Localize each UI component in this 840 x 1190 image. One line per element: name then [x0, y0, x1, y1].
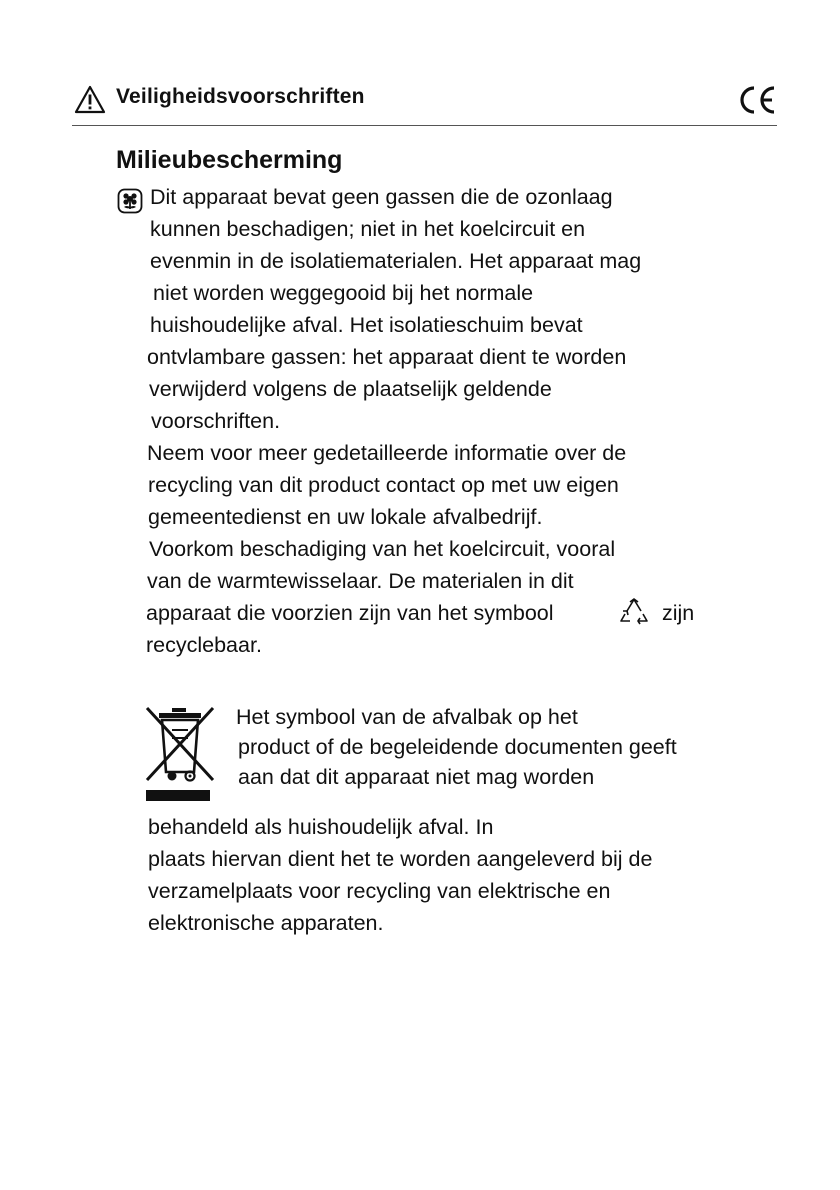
- paragraph-line: niet worden weggegooid bij het normale: [153, 281, 534, 305]
- paragraph-line: ontvlambare gassen: het apparaat dient te worden: [147, 345, 627, 369]
- paragraph-line: apparaat die voorzien zijn van het symbool: [146, 601, 554, 625]
- paragraph-line: gemeentedienst en uw lokale afvalbedrijf.: [148, 505, 543, 529]
- weee-text-line: product of de begeleidende documenten geeft: [238, 735, 677, 759]
- paragraph-line: voorschriften.: [151, 409, 281, 433]
- page-header-title: Veiligheidsvoorschriften: [116, 85, 365, 108]
- weee-text-line: elektronische apparaten.: [148, 911, 384, 935]
- weee-text-line: behandeld als huishoudelijk afval. In: [148, 815, 494, 839]
- weee-text-line: Het symbool van de afvalbak op het: [236, 705, 578, 729]
- ce-mark-icon: [738, 84, 778, 116]
- paragraph-line: kunnen beschadigen; niet in het koelcircuit en: [150, 217, 586, 241]
- paragraph-line: van de warmtewisselaar. De materialen in dit: [147, 569, 574, 593]
- paragraph-line: verwijderd volgens de plaatselijk geldende: [149, 377, 552, 401]
- paragraph-line: Dit apparaat bevat geen gassen die de ozonlaag: [150, 185, 613, 209]
- weee-text-line: aan dat dit apparaat niet mag worden: [238, 765, 595, 789]
- paragraph-line: zijn: [662, 601, 695, 625]
- weee-text-line: plaats hiervan dient het te worden aangeleverd bij de: [148, 847, 653, 871]
- section-title: Milieubescherming: [116, 146, 343, 174]
- header-divider: [72, 125, 777, 126]
- paragraph-line: Neem voor meer gedetailleerde informatie over de: [147, 441, 627, 465]
- paragraph-line: recycling van dit product contact op met uw eigen: [148, 473, 619, 497]
- paragraph-line: recyclebaar.: [146, 633, 262, 657]
- flower-environment-icon: [117, 188, 143, 214]
- warning-triangle-icon: [74, 85, 106, 115]
- weee-text-line: verzamelplaats voor recycling van elektrische en: [148, 879, 611, 903]
- recycle-icon: [619, 598, 649, 626]
- crossed-out-wheelie-bin-icon: [142, 704, 216, 802]
- paragraph-line: huishoudelijke afval. Het isolatieschuim bevat: [150, 313, 583, 337]
- paragraph-line: evenmin in de isolatiematerialen. Het apparaat mag: [150, 249, 642, 273]
- paragraph-line: Voorkom beschadiging van het koelcircuit, vooral: [149, 537, 616, 561]
